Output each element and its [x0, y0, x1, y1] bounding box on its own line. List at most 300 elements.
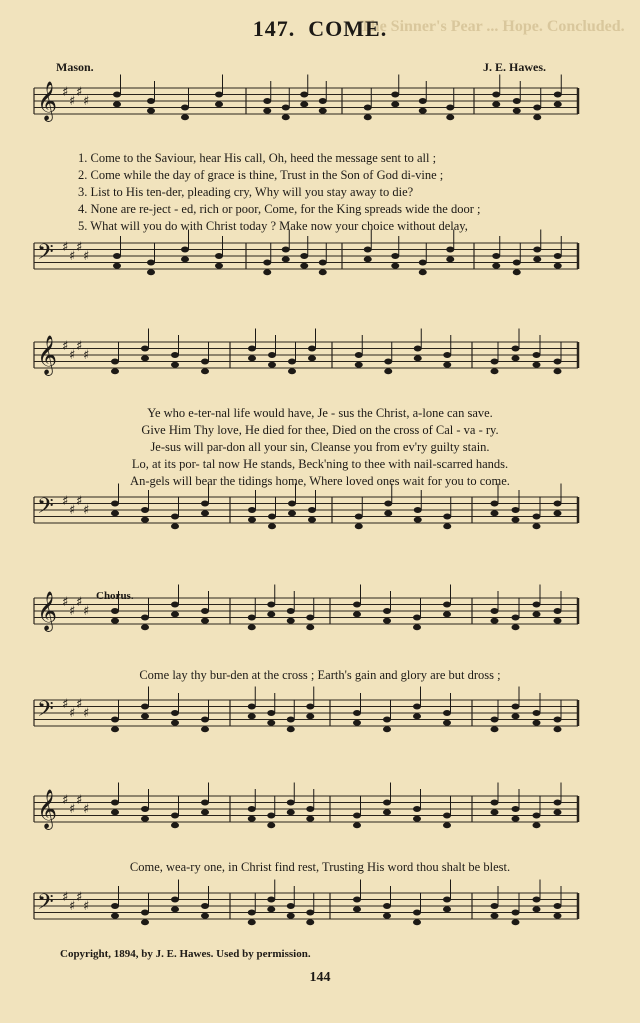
note-head [171, 611, 179, 617]
note-head [147, 108, 155, 114]
note-head [443, 822, 451, 828]
note-head [419, 260, 427, 266]
note-head [533, 611, 541, 617]
note-head [533, 352, 541, 358]
note-head [513, 98, 521, 104]
note-head [554, 368, 562, 374]
note-head [384, 510, 392, 516]
note-head [413, 624, 421, 630]
sharp-icon: ♯ [62, 494, 69, 509]
note-head [111, 501, 119, 507]
note-head [306, 816, 314, 822]
note-head [267, 897, 275, 903]
note-head [282, 247, 290, 253]
note-head [554, 618, 562, 624]
note-head [419, 269, 427, 275]
note-head [181, 114, 189, 120]
note-head [141, 615, 149, 621]
note-head [171, 813, 179, 819]
note-head [306, 713, 314, 719]
note-head [554, 510, 562, 516]
note-head [364, 105, 372, 111]
note-head [201, 800, 209, 806]
note-head [383, 800, 391, 806]
note-head [267, 611, 275, 617]
sharp-icon: ♯ [76, 697, 83, 712]
note-head [141, 713, 149, 719]
note-head [413, 704, 421, 710]
note-head [319, 98, 327, 104]
note-head [113, 263, 121, 269]
note-head [215, 263, 223, 269]
sharp-icon: ♯ [62, 793, 69, 808]
note-head [512, 346, 520, 352]
note-head [491, 618, 499, 624]
note-head [141, 624, 149, 630]
note-head [554, 101, 562, 107]
note-head [443, 611, 451, 617]
verse-1-line-2: Ye who e-ter-nal life would have, Je - sus the Christ, a-lone can save. [147, 406, 493, 420]
note-head [533, 105, 541, 111]
note-head [267, 710, 275, 716]
note-head [443, 602, 451, 608]
note-head [308, 355, 316, 361]
verse-5-line-2: An-gels will bear the tidings home, Where loved ones wait for you to come. [130, 474, 510, 488]
note-head [171, 710, 179, 716]
note-head [413, 910, 421, 916]
sharp-icon: ♯ [62, 697, 69, 712]
note-head [147, 269, 155, 275]
note-head [282, 114, 290, 120]
note-head [554, 809, 562, 815]
note-head [533, 362, 541, 368]
note-head [355, 523, 363, 529]
note-head [383, 618, 391, 624]
note-head [443, 813, 451, 819]
note-head [353, 602, 361, 608]
note-head [491, 726, 499, 732]
composer-name: J. E. Hawes. [483, 60, 546, 74]
sharp-icon: ♯ [83, 503, 90, 518]
note-head [513, 260, 521, 266]
note-head [353, 720, 361, 726]
note-head [446, 114, 454, 120]
note-head [512, 615, 520, 621]
bleed-through-text: The Sinner's Pear ... Hope. Concluded. [360, 18, 625, 35]
bass-clef-icon: 𝄢 [37, 494, 54, 524]
note-head [443, 523, 451, 529]
sharp-icon: ♯ [83, 802, 90, 817]
note-head [491, 608, 499, 614]
note-head [512, 816, 520, 822]
note-head [287, 809, 295, 815]
note-head [492, 92, 500, 98]
sharp-icon: ♯ [83, 604, 90, 619]
treble-clef-icon: 𝄞 [37, 81, 58, 121]
note-head [533, 602, 541, 608]
treble-clef-icon: 𝄞 [37, 789, 58, 829]
note-head [141, 355, 149, 361]
note-head [306, 624, 314, 630]
note-head [554, 903, 562, 909]
note-head [491, 903, 499, 909]
note-head [171, 822, 179, 828]
note-head [201, 913, 209, 919]
note-head [171, 906, 179, 912]
note-head [201, 359, 209, 365]
note-head [248, 517, 256, 523]
note-head [353, 710, 361, 716]
note-head [113, 101, 121, 107]
note-head [491, 510, 499, 516]
note-head [383, 608, 391, 614]
note-head [201, 510, 209, 516]
note-head [384, 368, 392, 374]
sharp-icon: ♯ [76, 595, 83, 610]
note-head [111, 913, 119, 919]
note-head [263, 269, 271, 275]
note-head [248, 910, 256, 916]
note-head [306, 806, 314, 812]
note-head [512, 713, 520, 719]
note-head [287, 717, 295, 723]
note-head [319, 108, 327, 114]
note-head [141, 806, 149, 812]
note-head [300, 92, 308, 98]
note-head [181, 247, 189, 253]
note-head [141, 919, 149, 925]
verse-1-line: 1. Come to the Saviour, hear His call, Oh, heed the message sent to all ; [78, 151, 437, 165]
note-head [554, 608, 562, 614]
note-head [248, 346, 256, 352]
hymn-number: 147. [252, 16, 296, 41]
note-head [355, 362, 363, 368]
note-head [263, 260, 271, 266]
note-head [355, 352, 363, 358]
note-head [413, 919, 421, 925]
note-head [446, 247, 454, 253]
note-head [413, 615, 421, 621]
note-head [512, 910, 520, 916]
sharp-icon: ♯ [62, 339, 69, 354]
note-head [491, 359, 499, 365]
note-head [300, 253, 308, 259]
note-head [533, 906, 541, 912]
note-head [533, 514, 541, 520]
note-head [171, 352, 179, 358]
verse-2-line: 2. Come while the day of grace is thine, Trust in the Son of God di-vine ; [78, 168, 444, 182]
note-head [492, 253, 500, 259]
note-head [491, 800, 499, 806]
note-head [533, 897, 541, 903]
verses-block-1 [0, 150, 640, 235]
note-head [308, 507, 316, 513]
sharp-icon: ♯ [76, 793, 83, 808]
note-head [414, 507, 422, 513]
note-head [111, 368, 119, 374]
note-head [413, 806, 421, 812]
note-head [353, 897, 361, 903]
note-head [111, 510, 119, 516]
note-head [113, 253, 121, 259]
note-head [512, 355, 520, 361]
page-number: 144 [309, 970, 331, 985]
note-head [533, 114, 541, 120]
verse-3-line-2: Je-sus will par-don all your sin, Cleanse you from ev'ry guilty stain. [150, 440, 490, 454]
note-head [491, 501, 499, 507]
note-head [491, 913, 499, 919]
sharp-icon: ♯ [69, 348, 76, 363]
bass-clef-icon: 𝄢 [37, 240, 54, 270]
note-head [248, 615, 256, 621]
note-head [414, 517, 422, 523]
sharp-icon: ♯ [76, 494, 83, 509]
note-head [533, 523, 541, 529]
chorus-label: Chorus. [96, 590, 134, 602]
note-head [414, 355, 422, 361]
note-head [554, 263, 562, 269]
note-head [414, 346, 422, 352]
note-head [391, 253, 399, 259]
note-head [353, 822, 361, 828]
sharp-icon: ♯ [76, 890, 83, 905]
note-head [413, 713, 421, 719]
note-head [147, 260, 155, 266]
verse-3-line: 3. List to His ten-der, pleading cry, Why will you stay away to die? [78, 185, 414, 199]
verse-4-line-2: Lo, at its por- tal now He stands, Beck'ning to thee with nail-scarred hands. [131, 457, 509, 471]
sharp-icon: ♯ [83, 706, 90, 721]
note-head [492, 263, 500, 269]
note-head [111, 359, 119, 365]
note-head [443, 362, 451, 368]
note-head [308, 346, 316, 352]
note-head [201, 618, 209, 624]
note-head [554, 800, 562, 806]
note-head [141, 517, 149, 523]
note-head [287, 726, 295, 732]
note-head [201, 501, 209, 507]
note-head [391, 263, 399, 269]
note-head [554, 253, 562, 259]
sharp-icon: ♯ [69, 94, 76, 109]
sharp-icon: ♯ [69, 503, 76, 518]
note-head [268, 362, 276, 368]
treble-clef-icon: 𝄞 [37, 335, 58, 375]
note-head [446, 256, 454, 262]
note-head [215, 101, 223, 107]
note-head [353, 611, 361, 617]
note-head [248, 507, 256, 513]
sharp-icon: ♯ [83, 249, 90, 264]
sharp-icon: ♯ [62, 240, 69, 255]
note-head [300, 263, 308, 269]
note-head [419, 108, 427, 114]
note-head [446, 105, 454, 111]
note-head [355, 514, 363, 520]
sharp-icon: ♯ [83, 348, 90, 363]
note-head [248, 806, 256, 812]
note-head [288, 501, 296, 507]
note-head [391, 101, 399, 107]
note-head [512, 507, 520, 513]
note-head [533, 720, 541, 726]
verse-2-line-2: Give Him Thy love, He died for thee, Died on the cross of Cal - va - ry. [141, 423, 499, 437]
sharp-icon: ♯ [76, 339, 83, 354]
note-head [201, 809, 209, 815]
note-head [300, 101, 308, 107]
note-head [554, 359, 562, 365]
note-head [111, 717, 119, 723]
note-head [287, 608, 295, 614]
note-head [111, 809, 119, 815]
note-head [267, 813, 275, 819]
note-head [287, 903, 295, 909]
sharp-icon: ♯ [69, 706, 76, 721]
note-head [533, 247, 541, 253]
note-head [419, 98, 427, 104]
sharp-icon: ♯ [83, 899, 90, 914]
note-head [248, 355, 256, 361]
note-head [533, 256, 541, 262]
note-head [171, 897, 179, 903]
sharp-icon: ♯ [62, 595, 69, 610]
tune-name: Mason. [56, 60, 94, 74]
chorus-line-1: Come lay thy bur-den at the cross ; Earth's gain and glory are but dross ; [139, 668, 501, 682]
note-head [443, 906, 451, 912]
note-head [215, 92, 223, 98]
note-head [181, 256, 189, 262]
note-head [533, 822, 541, 828]
note-head [113, 92, 121, 98]
note-head [353, 906, 361, 912]
note-head [147, 98, 155, 104]
note-head [111, 726, 119, 732]
note-head [308, 517, 316, 523]
note-head [513, 108, 521, 114]
note-head [268, 523, 276, 529]
note-head [111, 618, 119, 624]
note-head [443, 514, 451, 520]
note-head [306, 919, 314, 925]
note-head [533, 710, 541, 716]
note-head [141, 910, 149, 916]
note-head [201, 608, 209, 614]
note-head [282, 105, 290, 111]
note-head [491, 368, 499, 374]
note-head [443, 897, 451, 903]
note-head [248, 919, 256, 925]
note-head [287, 913, 295, 919]
note-head [383, 903, 391, 909]
note-head [533, 813, 541, 819]
note-head [513, 269, 521, 275]
note-head [201, 368, 209, 374]
note-head [353, 813, 361, 819]
verses-block-2 [0, 405, 640, 490]
sharp-icon: ♯ [69, 249, 76, 264]
note-head [141, 346, 149, 352]
note-head [263, 98, 271, 104]
note-head [306, 704, 314, 710]
note-head [287, 618, 295, 624]
note-head [306, 910, 314, 916]
note-head [267, 602, 275, 608]
note-head [512, 704, 520, 710]
note-head [306, 615, 314, 621]
note-head [111, 608, 119, 614]
sharp-icon: ♯ [69, 899, 76, 914]
note-head [263, 108, 271, 114]
note-head [443, 710, 451, 716]
note-head [248, 816, 256, 822]
note-head [554, 726, 562, 732]
note-head [171, 523, 179, 529]
note-head [171, 720, 179, 726]
note-head [111, 903, 119, 909]
note-head [171, 602, 179, 608]
note-head [384, 501, 392, 507]
sharp-icon: ♯ [62, 85, 69, 100]
note-head [268, 352, 276, 358]
note-head [141, 704, 149, 710]
note-head [201, 903, 209, 909]
treble-clef-icon: 𝄞 [37, 591, 58, 631]
copyright-notice: Copyright, 1894, by J. E. Hawes. Used by permission. [60, 948, 311, 960]
note-head [201, 717, 209, 723]
note-head [554, 92, 562, 98]
note-head [215, 253, 223, 259]
sharp-icon: ♯ [69, 604, 76, 619]
note-head [443, 352, 451, 358]
note-head [384, 359, 392, 365]
hymn-name: COME. [308, 16, 388, 41]
note-head [288, 368, 296, 374]
note-head [554, 913, 562, 919]
note-head [383, 809, 391, 815]
sharp-icon: ♯ [69, 802, 76, 817]
note-head [267, 822, 275, 828]
note-head [512, 919, 520, 925]
note-head [512, 517, 520, 523]
note-head [319, 269, 327, 275]
note-head [492, 101, 500, 107]
note-head [383, 726, 391, 732]
note-head [383, 717, 391, 723]
note-head [287, 800, 295, 806]
verse-4-line: 4. None are re-ject - ed, rich or poor, Come, for the King spreads wide the door ; [78, 202, 481, 216]
bass-clef-icon: 𝄢 [37, 697, 54, 727]
note-head [364, 256, 372, 262]
note-head [512, 806, 520, 812]
note-head [383, 913, 391, 919]
sharp-icon: ♯ [76, 240, 83, 255]
note-head [141, 816, 149, 822]
note-head [319, 260, 327, 266]
note-head [268, 514, 276, 520]
chorus-line-2: Come, wea-ry one, in Christ find rest, Trusting His word thou shalt be blest. [129, 860, 511, 874]
note-head [282, 256, 290, 262]
note-head [111, 800, 119, 806]
note-head [391, 92, 399, 98]
note-head [267, 720, 275, 726]
note-head [491, 717, 499, 723]
note-head [491, 809, 499, 815]
note-head [248, 713, 256, 719]
note-head [201, 726, 209, 732]
note-head [413, 816, 421, 822]
note-head [554, 501, 562, 507]
note-head [288, 359, 296, 365]
